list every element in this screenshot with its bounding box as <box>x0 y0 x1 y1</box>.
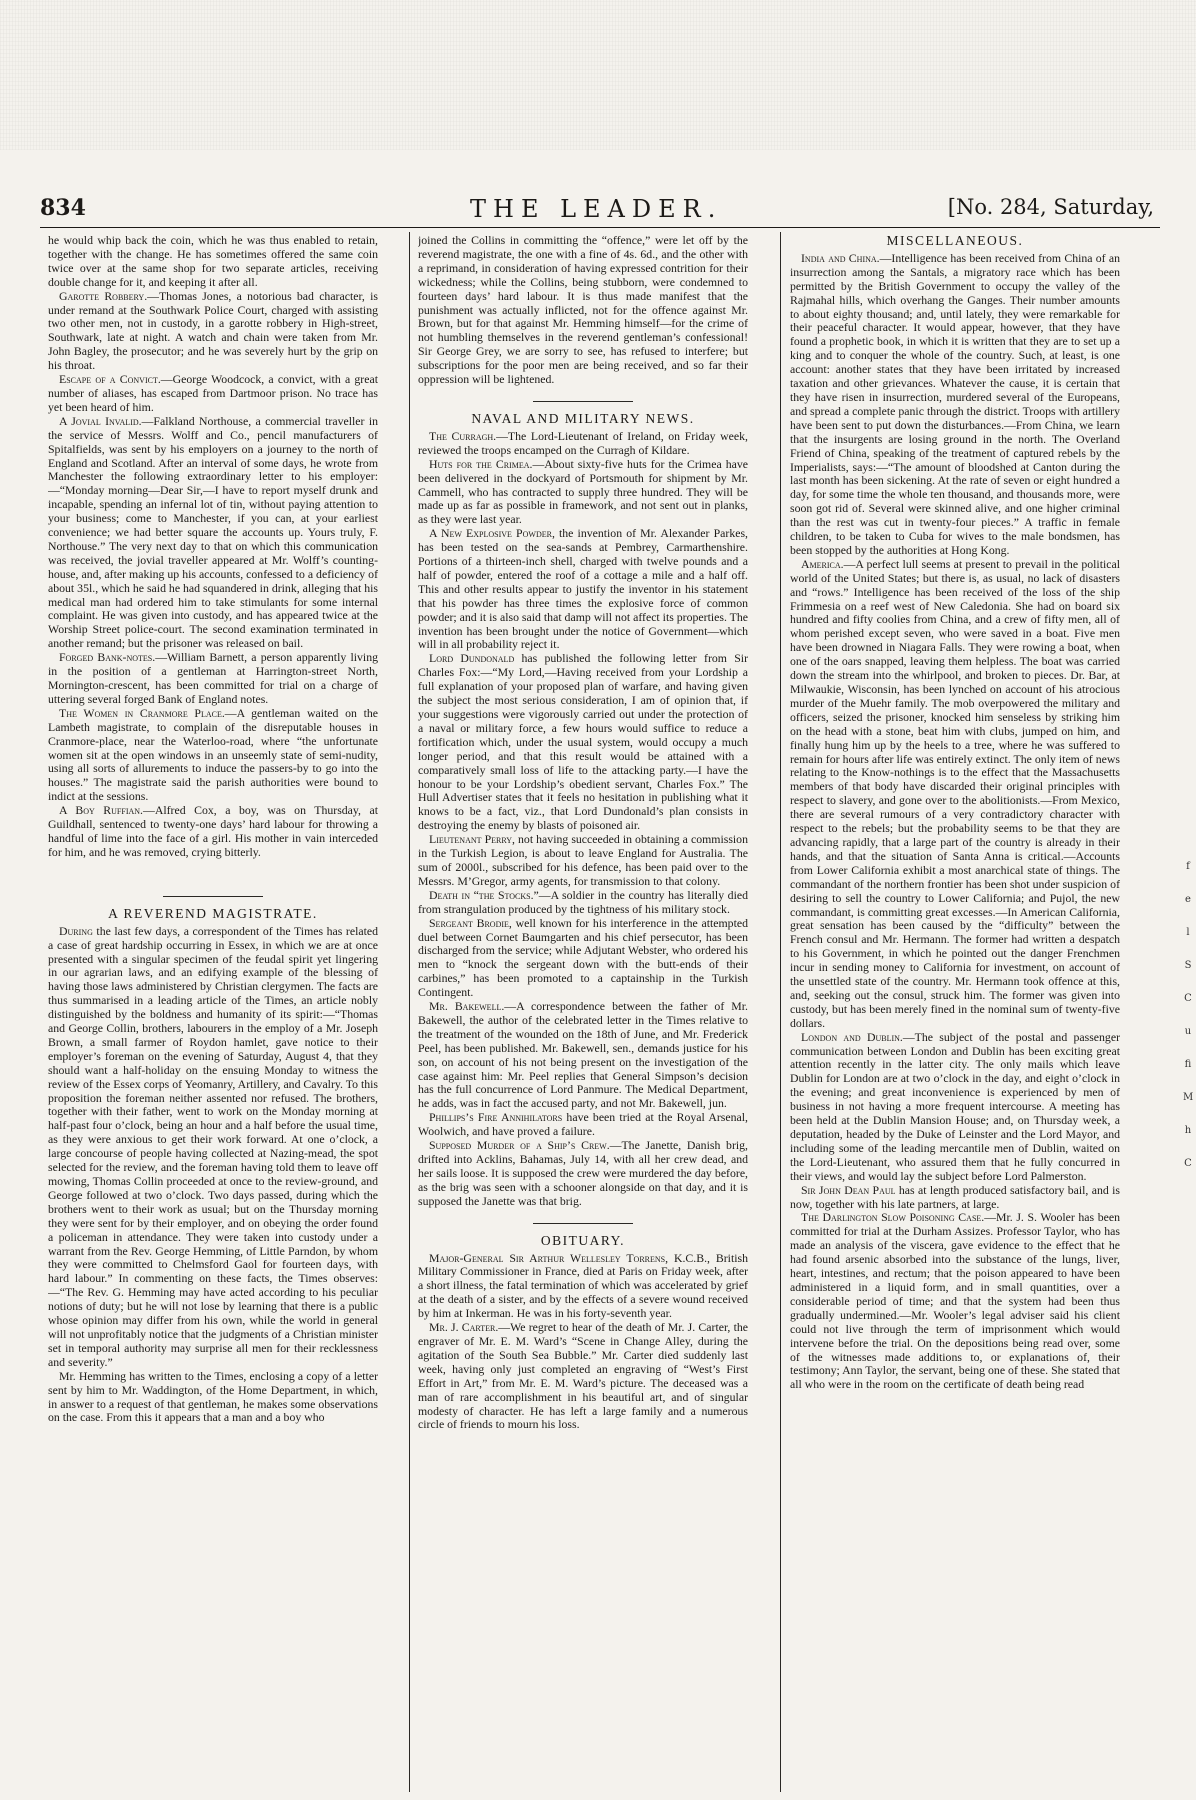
paragraph-text: —We regret to hear of the death of Mr. J. Carter, the engraver of Mr. E. M. Ward’s “Scene in Change Alley, during the agitation of the South Sea Bubble.” Mr. Carter died suddenly last week, having only just completed an engraving of “West’s First Effort in Art,” from Mr. E. M. Ward’s picture. The deceased was a man of rare accomplishment in his beautiful art, and of singular modesty of character. He has left a large family and a numerous circle of friends to mourn his loss. <box>418 1320 748 1432</box>
run-in-heading: Forged Bank-notes. <box>59 650 156 665</box>
run-in-heading: Lieutenant Perry, <box>429 832 515 847</box>
edge-letter: u <box>1184 1026 1192 1037</box>
paragraph-text: the last few days, a correspondent of the Times has related a case of great hardship occurring in Essex, in which we are at once presented with a singular specimen of the feudal spirit yet lingering in our agrarian laws, and an edifying example of the blessing of having those laws administered by Christian clergymen. The facts are thus summarised in a leading article of the Times, an article nobly distinguished by the boldness and humanity of its spirit:—“Thomas and George Collin, brothers, labourers in the employ of a Mr. Joseph Brown, a small farmer of Roydon hamlet, gave notice to their employer’s foreman on the evening of Saturday, August 4, that they should want a half-holiday on the ensuing Monday to witness the review of the Essex corps of Yeomanry, Artillery, and Cavalry. To this proposition the foreman neither assented nor refused. The brothers, together with their father, went to work on the Monday morning at half-past four o’clock, being an hour and a half before the usual time, as they were anxious to get their work forward. At one o’clock, a large concourse of people having collected at Nazing-mead, the spot selected for the review, and the foreman having told them to leave off mowing, Thomas Collin proceeded at once to the review-ground, and George followed at two o’clock. Two days passed, during which the brothers went to their work as usual; but on the Thursday morning they were sent for by their employer, and on obeying the order found a policeman in attendance. They were taken into custody under a warrant from the Rev. George Hemming, of Little Parndon, by whom they were committed to Chelmsford Gaol for fourteen days, with hard labour.” In commenting on these facts, the Times observes:—“The Rev. G. Hemming may have acted according to his peculiar notions of duty; but he will not lose by learning that there is a public whose opinion may differ from his own, while the world in general will not unprofitably notice that the judgments of a Christian minister set in temporal authority may surprise all men for their recklessness and severity.” <box>48 923 378 1369</box>
run-in-heading: Death in “the Stocks.” <box>429 887 539 902</box>
paragraph <box>790 1211 1120 1392</box>
paragraph <box>48 707 378 804</box>
column-1 <box>48 234 378 1786</box>
section-separator <box>533 1223 633 1224</box>
paragraph-text: has published the following letter from Sir Charles Fox:—“My Lord,—Having received from your Lordship a full explanation of your proposed plan of warfare, and having given the subject the most serious consideration, I am of opinion that, if your suggestions were vigorously carried out under the protection of a naval or military force, a few hours would suffice to reduce a fortification which, under the usual system, would occupy a much longer period, and that this result would be attained with a comparatively small loss of life to the attacking party.—I have the honour to be your Lordship’s obedient servant, Charles Fox.” The Hull Advertiser states that it feels no hesitation in publishing what it knows to be a fact, viz., that Lord Dundonald’s plan consists in destroying the enemy by blasts of poisoned air. <box>418 651 748 833</box>
run-in-heading: Lord Dundonald <box>429 651 515 666</box>
section-heading: MISCELLANEOUS. <box>886 234 1024 248</box>
paragraph-text: K.C.B., British Military Commissioner in France, died at Paris on Friday week, after a short illness, the fatal termination of which was accelerated by grief at the death of a sister, and by the effects of a severe wound received by him at Inkerman. He was in his forty-seventh year. <box>418 1250 748 1321</box>
edge-letter: f <box>1186 861 1190 872</box>
scan-noise <box>0 0 1196 150</box>
paragraph <box>48 925 378 1370</box>
paragraph-text: —A perfect lull seems at present to prevail in the political world of the United States; but there is, as usual, no lack of disasters and “rows.” Intelligence has been received of the loss of the ship Frimmesia on a reef west of New Caledonia. She had on board six hundred and fifty coolies from China, and a crew of fifty men, all of whom perished except seven, who were saved in a boat. Five men have been drowned in Niagara Falls. They were rowing a boat, when one of the oars snapped, leaving them helpless. The boat was carried down the stream into the whirlpool, and broken to pieces. Dr. Bar, at Milwaukie, Wisconsin, has been lynched on account of his atrocious murder of the Muehr family. The mob overpowered the military and officers, seized the prisoner, knocked him senseless by striking him on the head with a stone, beat him with clubs, jumped on him, and finally hung him up by the heels to a tree, where he was suffered to remain for hours after life was entirely extinct. The only item of news relating to the Know-nothings is to the effect that the Massachusetts members of that body have discarded their original principles with respect to slavery, and gone over to the abolitionists.—From Mexico, there are several rumours of a very contradictory character with respect to the rebels; but the probability seems to be that they are advancing rapidly, that a large part of the country is already in their hands, and that the situation of Santa Anna is critical.—Accounts from Lower California exhibit a most anarchical state of things. The commandant of the northern frontier has been shot under suspicion of desiring to sell the country to Lower California; and Pujol, the new commandant, is committing great excesses.—In American California, great sensation has been caused by the “difficulty” between the French consul and Mr. Hermann. The former had written a despatch to his Government, in which he pointed out the danger Frenchmen incur in sending money to California for investment, on account of the unsettled state of the country. Mr. Hermann took offence at this, and, seeking out the consul, struck him. The former was given into custody, but has been merely fined in the nominal sum of twenty-five dollars. <box>790 556 1120 1030</box>
paragraph <box>790 1031 1120 1184</box>
run-in-heading: Escape of a Convict. <box>59 372 161 387</box>
run-in-heading: Huts for the Crimea. <box>429 456 533 471</box>
paragraph-text: —Mr. J. S. Wooler has been committed for trial at the Durham Assizes. Professor Taylor, who has made an analysis of the viscera, gave evidence to the effect that he had found arsenic absorbed into the substance of the lungs, liver, heart, intestines, and rectum; that the poison appeared to have been administered in a liquid form, and in small quantities, over a considerable period of time; and that the system had been thus gradually undermined.—Mr. Wooler’s legal adviser said his client could not live through the term of imprisonment which would intervene before the trial. On the depositions being read over, some of the witnesses made additions to, or explanations of, their testimony; Ann Taylor, the servant, being one of these. She stated that all who were in the room on the certificate of death being read <box>790 1210 1120 1392</box>
section-separator <box>533 401 633 402</box>
paragraph-text: —The subject of the postal and passenger communication between London and Dublin has been exciting great attention recently in the latter city. The only mails which leave Dublin for London are at two o’clock in the day, and eight o’clock in the evening; and great inconvenience is experienced by men of business in not having a more frequent intercourse. A meeting has been held at the Dublin Mansion House; and, on Thursday week, a deputation, headed by the Duke of Leinster and the Lord Mayor, and including some of the leading mercantile men of Dublin, waited on the Lord-Lieutenant, who assured them that he fully concurred in their views, and would lay the subject before Lord Palmerston. <box>790 1029 1120 1183</box>
paragraph-text: —George Woodcock, a convict, with a great number of aliases, has escaped from Dartmoor prison. No trace has yet been heard of him. <box>48 372 378 414</box>
paragraph <box>418 527 748 652</box>
paragraph: Mr. Hemming has written to the Times, enclosing a copy of a letter sent by him to Mr. Waddington, of the Home Department, in which, in answer to a request of that gentleman, he makes some observations on the case. From this it appears that a man and a boy who <box>48 1368 378 1425</box>
run-in-heading: The Curragh. <box>429 428 497 443</box>
facing-page-edge <box>1183 850 1193 1180</box>
edge-letter: h <box>1184 1125 1192 1136</box>
paragraph <box>48 415 378 651</box>
paragraph-text: —William Barnett, a person apparently living in the position of a gentleman at Harrington-street North, Mornington-crescent, has been committed for trial on a charge of uttering several forged Bank of England notes. <box>48 650 378 706</box>
edge-letter: e <box>1185 894 1191 905</box>
run-in-heading: Mr. J. Carter. <box>429 1320 499 1335</box>
run-in-heading: Sergeant Brodie, <box>429 915 512 930</box>
run-in-heading: London and Dublin. <box>801 1029 903 1044</box>
paragraph <box>48 373 378 415</box>
run-in-heading: During <box>59 923 93 938</box>
paragraph: he would whip back the coin, which he was thus enabled to retain, together with the change. He has sometimes offered the same coin twice over at the same shop for two separate articles, receiving double change for it, and keeping it after all. <box>48 234 378 289</box>
paragraph <box>418 1000 748 1111</box>
paragraph <box>790 558 1120 1031</box>
newspaper-title: THE LEADER. <box>470 195 723 223</box>
paragraph-text: —The Janette, Danish brig, drifted into Acklins, Bahamas, July 14, with all her crew dead, and her sails loose. It is supposed the crew were murdered the day before, as the brig was seen with a schooner alongside on that day, and it is supposed the Janette was that brig. <box>418 1138 748 1208</box>
run-in-heading: Phillips’s Fire Annihilators <box>429 1110 563 1125</box>
run-in-heading: A New Explosive Powder, <box>429 526 555 541</box>
column-3 <box>790 234 1120 1786</box>
edge-letter: C <box>1184 1158 1192 1169</box>
run-in-heading: Sir John Dean Paul <box>801 1182 896 1197</box>
paragraph-text: —About sixty-five huts for the Crimea have been delivered in the dockyard of Portsmouth for shipment by Mr. Cammell, who has contracted to supply three hundred. They will be made up as far as possible in framework, and not sent out in planks, as they were last year. <box>418 456 748 527</box>
issue-line: [No. 284, Saturday, <box>947 195 1154 219</box>
paragraph-text: —A correspondence between the father of Mr. Bakewell, the author of the celebrated letter in the Times relative to the treatment of the wounded on the 18th of June, and Mr. Frederick Peel, has been published. Mr. Bakewell, sen., demands justice for his son, on account of his not being present on the investigation of the case against him: Mr. Peel replies that General Simpson’s decision has the full concurrence of Lord Panmure. The Medical Department, he adds, was in fact the accused party, and not Mr. Bakewell, jun. <box>418 999 748 1111</box>
paragraph-text: —Alfred Cox, a boy, was on Thursday, at Guildhall, sentenced to twenty-one days’ hard labour for throwing a handful of lime into the face of a girl. His mother in vain interceded for him, and he was removed, crying bitterly. <box>48 803 378 859</box>
run-in-heading: A Jovial Invalid. <box>59 413 142 428</box>
paragraph <box>418 1139 748 1209</box>
section-separator <box>163 896 263 897</box>
paragraph-text: the invention of Mr. Alexander Parkes, has been tested on the sea-sands at Pembrey, Carmarthenshire. Portions of a thirteen-inch shell, charged with twelve pounds and a half of powder, entered the roof of a cottage a mile and a half off. This and other results appear to justify the inventor in his statement that his powder has three times the explosive force of common powder; and it is also said that damp will not affect its properties. The invention has been brought under the notice of Government—which will in all probability reject it. <box>418 526 748 652</box>
column-2 <box>418 234 748 1786</box>
run-in-heading: Garotte Robbery. <box>59 288 148 303</box>
column-rule <box>780 232 781 1792</box>
paragraph-text: —Falkland Northouse, a commercial traveller in the service of Messrs. Wolff and Co., pencil manufacturers of Spitalfields, was sent by his employers on a journey to the north of England and Scotland. After an interval of some days, he wrote from Manchester the following extraordinary letter to his employer:—“Monday morning—Dear Sir,—I have to report myself drunk and incapable, spending an infernal lot of tin, without paying attention to your business; come to Manchester, if you can, at your earliest convenience; we had better square the accounts up. Yours truly, F. Northouse.” The very next day to that on which this communication was received, the jovial traveller appeared at Mr. Wolff’s counting-house, and, after making up his accounts, confessed to a deficiency of about 35l., which he said he had squandered in drink, alleging that his medical man had ordered him to take stimulants for some internal complaint. He was given into custody, and has appeared twice at the Worship Street police-court. The second examination terminated in another remand; but the prisoner was released on bail. <box>48 413 378 651</box>
run-in-heading: India and China. <box>801 250 880 265</box>
run-in-heading: Supposed Murder of a Ship’s Crew. <box>429 1138 610 1153</box>
run-in-heading: America. <box>801 556 844 571</box>
run-in-heading: The Women in Cranmore Place. <box>59 705 225 720</box>
paragraph <box>418 1321 748 1432</box>
paragraph <box>790 252 1120 558</box>
section-heading: NAVAL AND MILITARY NEWS. <box>471 410 695 426</box>
paragraph <box>48 290 378 373</box>
paragraph <box>418 430 748 458</box>
paragraph-text: not having succeeded in obtaining a commission in the Turkish Legion, is about to leave England for Australia. The sum of 2000l., subscribed for his defence, has been paid over to the Messrs. M’Gregor, army agents, for transmission to that colony. <box>418 832 748 888</box>
paragraph <box>48 804 378 860</box>
paragraph-text: has at length produced satisfactory bail, and is now, together with his late partners, at large. <box>790 1182 1120 1211</box>
paragraph-text: have been tried at the Royal Arsenal, Woolwich, and have proved a failure. <box>418 1110 748 1139</box>
paragraph <box>418 652 748 833</box>
edge-letter: S <box>1184 960 1192 971</box>
paragraph <box>418 917 748 1000</box>
edge-letter: C <box>1184 993 1192 1004</box>
paragraph: joined the Collins in committing the “offence,” were let off by the reverend magistrate, the one with a fine of 4s. 6d., and the other with a reprimand, in consideration of having expressed contrition for their wickedness; while the Collins, being stubborn, were condemned to fourteen days’ hard labour. It is thus made manifest that the punishment was actually inflicted, not for the offence against Mr. Brown, but for that against Mr. Hemming himself—for the crime of not humbling themselves in the reverend gentleman’s confessional! Sir George Grey, we are sorry to see, has refused to interfere; but subscriptions for the poor men are being received, and so far their oppression will be lightened. <box>418 234 748 387</box>
run-in-heading: Mr. Bakewell. <box>429 999 505 1014</box>
paragraph <box>418 1252 748 1322</box>
masthead <box>40 193 1160 228</box>
paragraph-text: well known for his interference in the attempted duel between Cornet Baumgarten and his chief persecutor, has been discharged from the service; while Adjutant Webster, who ordered his men to “knock the sergeant down with the butt-ends of their carbines,” has been promoted to a captainship in the Turkish Contingent. <box>418 915 748 1000</box>
paragraph <box>418 1111 748 1139</box>
section-gap <box>48 860 378 882</box>
column-rule <box>409 232 410 1792</box>
run-in-heading: Major-General Sir Arthur Wellesley Torrens, <box>429 1250 669 1265</box>
paragraph <box>790 1184 1120 1212</box>
run-in-heading: A Boy Ruffian. <box>59 803 144 818</box>
paragraph <box>418 889 748 917</box>
paragraph-text: —Intelligence has been received from China of an insurrection among the Santals, a migratory race which has been permitted by the British Government to occupy the valley of the Rajmahal hills, which overhang the Ganges. Their number amounts to about eighty thousand; and, until lately, they were remarkable for their peaceful character. It would appear, however, that they have found a prophetic book, in which it is written that they are to set up a king and to conquer the whole of the country. Such, at least, is one account: another states that they have been irritated by increased taxation and other grievances. Whatever the cause, it is certain that they have risen in insurrection, murdered several of the Europeans, and spread a complete panic through the district. Troops with artillery have been sent to put down the disturbances.—From China, we learn that the insurgents are losing ground in the north. The Overland Friend of China, speaking of the treatment of captured rebels by the Imperialists, says:—“The amount of bloodshed at Canton during the last month has been sickening. At the rate of seven or eight hundred a day, for some time the whole ten thousand, and thousands more, were soon got rid of. Several were skinned alive, and one higher criminal than the rest was cut in twenty-four pieces.” A traffic in female children, to be taken to Cuba for wives to the male bondsmen, has been stopped by the authorities at Hong Kong. <box>790 250 1120 557</box>
edge-letter: M <box>1183 1092 1194 1103</box>
paragraph-text: —The Lord-Lieutenant of Ireland, on Friday week, reviewed the troops encamped on the Curragh of Kildare. <box>418 428 748 457</box>
paragraph <box>48 651 378 707</box>
page-number: 834 <box>40 195 86 221</box>
paragraph <box>418 458 748 528</box>
edge-letter: l <box>1186 927 1190 938</box>
section-heading: OBITUARY. <box>540 1232 626 1248</box>
paragraph <box>418 833 748 889</box>
paragraph-text: —A gentleman waited on the Lambeth magistrate, to complain of the disreputable houses in Cranmore-place, near the Waterloo-road, where “the unfortunate women sit at the open windows in an unseemly state of semi-nudity, using all sorts of allurements to induce the passers-by to go into the houses.” The magistrate said the parish authorities were bound to indict at the sessions. <box>48 705 378 804</box>
paragraph-text: —A soldier in the country has literally died from strangulation produced by the tightness of his military stock. <box>418 887 748 916</box>
section-heading: A REVEREND MAGISTRATE. <box>108 905 318 921</box>
paragraph-text: —Thomas Jones, a notorious bad character, is under remand at the Southwark Police Court, charged with assisting two other men, not in custody, in a garotte robbery in High-street, Southwark, late at night. A watch and chain were taken from Mr. John Bagley, the prosecutor; and he was severely hurt by the grip on his throat. <box>48 288 378 373</box>
edge-letter: fi <box>1184 1059 1192 1070</box>
run-in-heading: The Darlington Slow Poisoning Case. <box>801 1210 985 1225</box>
